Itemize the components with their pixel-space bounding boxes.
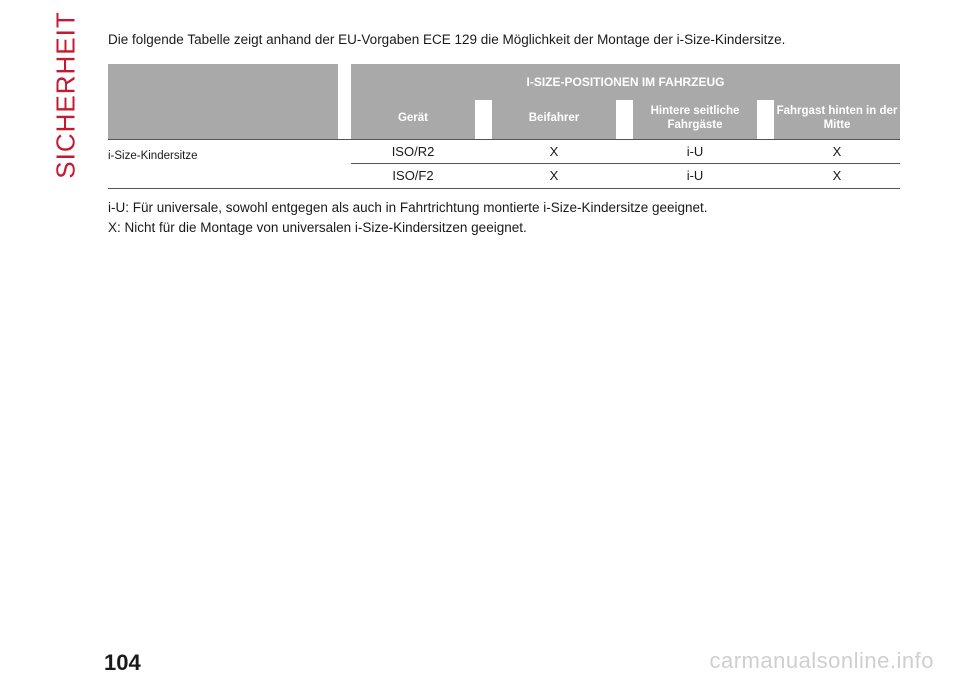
note-iu: i-U: Für universale, sowohl entgegen als auch in Fahrtrichtung montierte i-Size-Kindersitze geeignet. bbox=[108, 200, 708, 215]
table-corner-cell bbox=[108, 64, 338, 140]
column-header-hintere-seitliche: Hintere seitliche Fahrgäste bbox=[633, 96, 757, 140]
column-header-geraet: Gerät bbox=[351, 96, 475, 140]
table-rule-mid bbox=[351, 163, 900, 164]
watermark: carmanualsonline.info bbox=[709, 648, 934, 673]
table-cell: X bbox=[549, 144, 559, 159]
row-group-label: i-Size-Kindersitze bbox=[108, 150, 198, 162]
table-rule-top bbox=[108, 139, 900, 140]
table-cell: ISO/R2 bbox=[391, 144, 435, 159]
column-header-hinten-mitte: Fahrgast hinten in der Mitte bbox=[774, 96, 900, 140]
table-cell: ISO/F2 bbox=[392, 168, 434, 183]
page-number: 104 bbox=[104, 650, 141, 675]
section-label-text: SICHERHEIT bbox=[50, 11, 81, 179]
note-x: X: Nicht für die Montage von universalen i-Size-Kindersitzen geeignet. bbox=[108, 220, 527, 235]
table-cell: i-U bbox=[686, 144, 704, 159]
intro-text: Die folgende Tabelle zeigt anhand der EU-Vorgaben ECE 129 die Möglichkeit der Montage der i-Size-Kindersitze. bbox=[108, 32, 786, 47]
table-rule-bottom bbox=[108, 188, 900, 189]
table-cell: X bbox=[832, 144, 842, 159]
table-cell: i-U bbox=[686, 168, 704, 183]
table-cell: X bbox=[832, 168, 842, 183]
section-label bbox=[48, 11, 84, 179]
table-cell: X bbox=[549, 168, 559, 183]
column-header-beifahrer: Beifahrer bbox=[492, 96, 616, 140]
table-group-header: I-SIZE-POSITIONEN IM FAHRZEUG bbox=[351, 64, 900, 100]
